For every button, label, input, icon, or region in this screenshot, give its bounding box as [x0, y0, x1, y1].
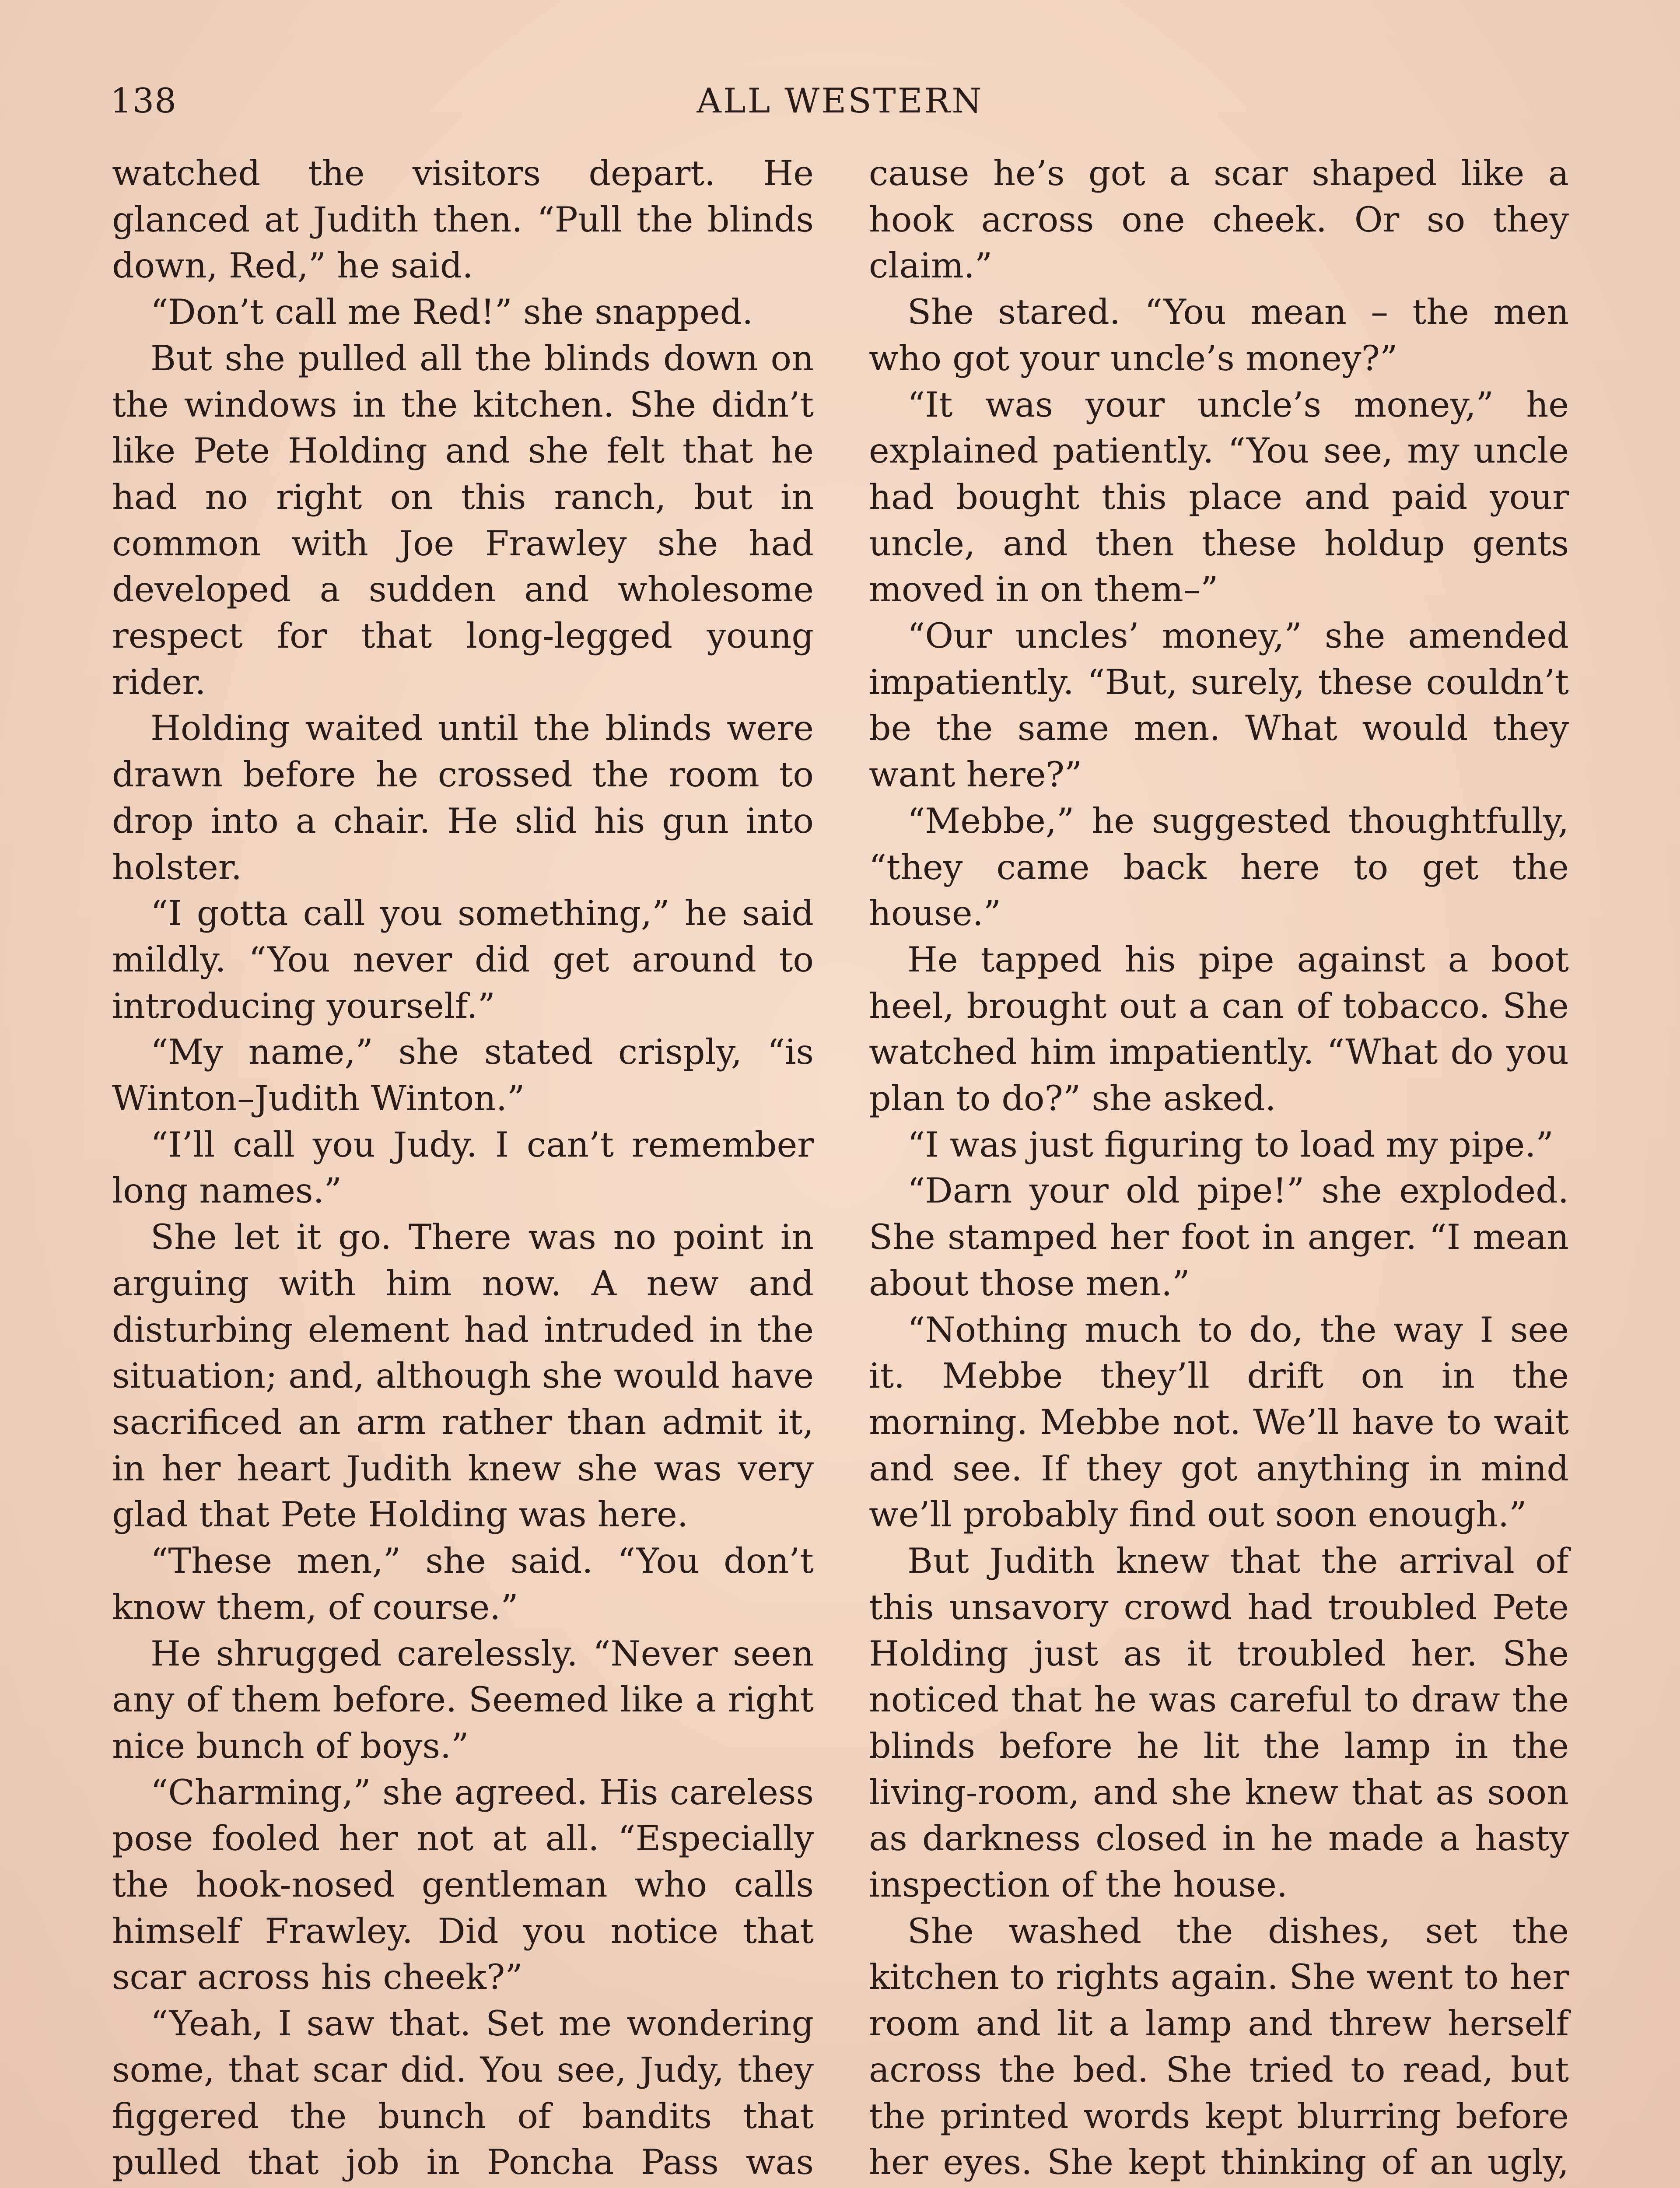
paragraph: “My name,” she stated crisply, “is Winton–Judith Winton.” — [112, 1032, 814, 1119]
paragraph: He shrugged carelessly. “Never seen any of them before. Seemed like a right nice bunch of boys.” — [112, 1633, 814, 1766]
left-text-column — [112, 151, 814, 2188]
paragraph: “Charming,” she agreed. His careless pose fooled her not at all. “Especially the hook-nosed gentleman who calls himself Frawley. Did you notice that scar across his cheek?” — [112, 1772, 814, 1998]
paragraph: watched the visitors depart. He glanced at Judith then. “Pull the blinds down, Red,” he said. — [112, 153, 814, 286]
paragraph: But she pulled all the blinds down on the windows in the kitchen. She didn’t like Pete Holding and she felt that he had no right on this ranch, but in common with Joe Frawley she had developed a sudden and wholesome respect for that long-legged young rider. — [112, 338, 814, 702]
page-number: 138 — [110, 81, 177, 121]
paragraph: “Don’t call me Red!” she snapped. — [150, 292, 753, 333]
paragraph: “I was just figuring to load my pipe.” — [907, 1124, 1554, 1165]
paragraph: But Judith knew that the arrival of this unsavory crowd had troubled Pete Holding just as it troubled her. She noticed that he was careful to draw the blinds before he lit the lamp in the living-room, and she knew that as soon as darkness closed in he made a hasty inspection of the house. — [869, 1541, 1569, 1905]
paragraph: “I’ll call you Judy. I can’t remember long names.” — [112, 1124, 814, 1211]
paragraph: “It was your uncle’s money,” he explained patiently. “You see, my uncle had bought this place and paid your uncle, and then these holdup gents moved in on them–” — [869, 384, 1569, 610]
paragraph: Holding waited until the blinds were drawn before he crossed the room to drop into a chair. He slid his gun into holster. — [112, 708, 814, 887]
paragraph: cause he’s got a scar shaped like a hook across one cheek. Or so they claim.” — [869, 153, 1569, 286]
paragraph: “Mebbe,” he suggested thoughtfully, “they came back here to get the house.” — [869, 800, 1569, 934]
paragraph: She let it go. There was no point in arguing with him now. A new and disturbing element had intruded in the situation; and, although she would have sacrificed an arm rather than admit it, in her heart Judith knew she was very glad that Pete Holding was here. — [112, 1217, 814, 1535]
paragraph: “Yeah, I saw that. Set me wondering some, that scar did. You see, Judy, they figgered the bunch of bandits that pulled that job in Poncha Pass was — [112, 2003, 814, 2183]
page-header — [0, 77, 1680, 125]
magazine-title: ALL WESTERN — [696, 81, 984, 121]
paragraph: “I gotta call you something,” he said mildly. “You never did get around to introducing yourself.” — [112, 893, 814, 1026]
paragraph: He tapped his pipe against a boot heel, brought out a can of tobacco. She watched him impatiently. “What do you plan to do?” she asked. — [869, 939, 1569, 1119]
right-text-column — [869, 151, 1569, 2188]
paragraph: “These men,” she said. “You don’t know them, of course.” — [112, 1541, 814, 1627]
paragraph: “Our uncles’ money,” she amended impatiently. “But, surely, these couldn’t be the same men. What would they want here?” — [869, 616, 1569, 795]
paragraph: She stared. “You mean – the men who got your uncle’s money?” — [869, 292, 1569, 379]
paragraph: She washed the dishes, set the kitchen to rights again. She went to her room and lit a lamp and threw herself across the bed. She tried to read, but the printed words kept blurring before her eyes. She kept thinking of an ugly, — [869, 1911, 1569, 2183]
paragraph: “Nothing much to do, the way I see it. Mebbe they’ll drift on in the morning. Mebbe not. We’ll have to wait and see. If they got anything in mind we’ll probably find out soon enough.” — [869, 1309, 1569, 1535]
paragraph: “Darn your old pipe!” she exploded. She stamped her foot in anger. “I mean about those men.” — [869, 1171, 1569, 1304]
